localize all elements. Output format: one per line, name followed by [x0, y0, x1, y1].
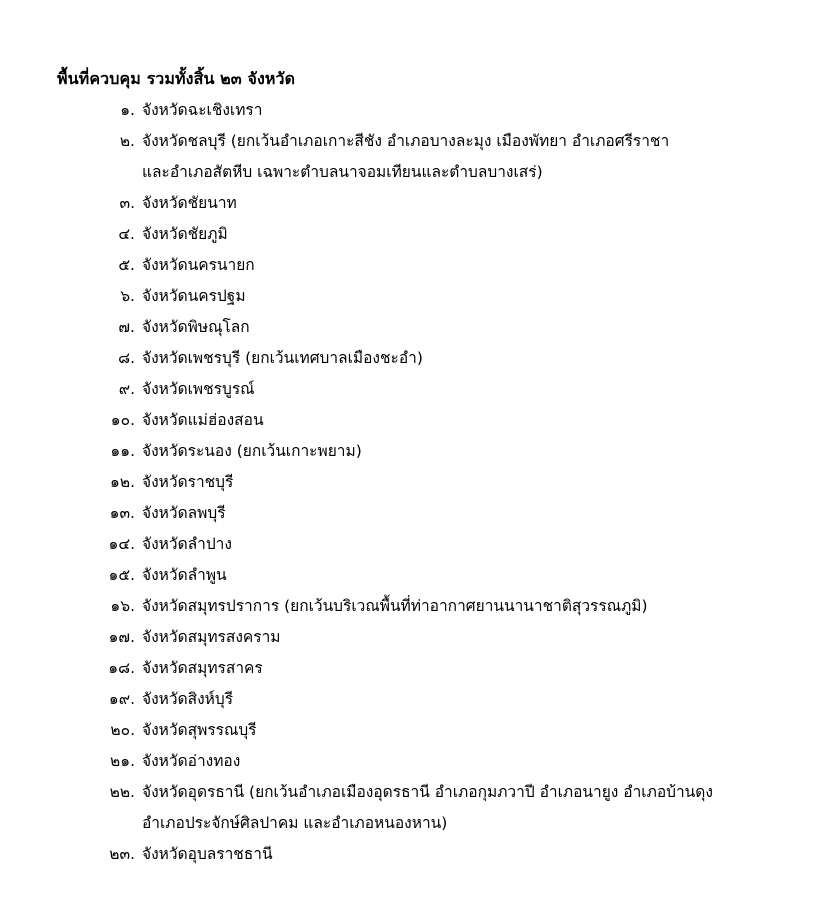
item-number: ๗.: [118, 318, 135, 336]
item-text: จังหวัดนครนายก: [142, 256, 255, 274]
item-text: จังหวัดแม่ฮ่องสอน: [142, 411, 264, 429]
list-item: [0, 374, 840, 405]
item-text: จังหวัดลำปาง: [142, 535, 232, 553]
list-item: [0, 684, 840, 715]
item-text: จังหวัดชัยนาท: [142, 194, 237, 212]
item-number: ๑๑.: [110, 442, 135, 460]
item-text: จังหวัดลพบุรี: [142, 504, 226, 522]
item-number: ๔.: [118, 225, 135, 243]
item-number: ๑๕.: [108, 566, 135, 584]
item-number: ๑๐.: [110, 411, 135, 429]
list-item: [0, 746, 840, 777]
document-title: พื้นที่ควบคุม รวมทั้งสิ้น ๒๓ จังหวัด: [57, 69, 296, 88]
item-text: จังหวัดสิงห์บุรี: [142, 690, 234, 708]
list-item: [0, 653, 840, 684]
province-list: [0, 95, 840, 870]
item-text-block: [142, 126, 669, 188]
list-item: [0, 436, 840, 467]
item-number: ๒๐.: [110, 721, 135, 739]
item-number: ๓.: [119, 194, 135, 212]
item-text: จังหวัดอ่างทอง: [142, 752, 241, 770]
item-number: ๒๑.: [110, 752, 135, 770]
item-text-block: [142, 777, 713, 839]
item-number: ๒๓.: [109, 845, 135, 863]
list-item: [0, 188, 840, 219]
list-item: [0, 622, 840, 653]
list-item: [0, 343, 840, 374]
item-text: จังหวัดลำพูน: [142, 566, 227, 584]
item-text: จังหวัดฉะเชิงเทรา: [142, 101, 263, 119]
item-text-continuation: อำเภอประจักษ์ศิลปาคม และอำเภอหนองหาน): [142, 814, 448, 832]
item-number: ๑๒.: [110, 473, 135, 491]
item-text-continuation: และอำเภอสัตหีบ เฉพาะตำบลนาจอมเทียนและตำบลบางเสร่): [142, 163, 543, 181]
item-text: จังหวัดชลบุรี (ยกเว้นอำเภอเกาะสีชัง อำเภอบางละมุง เมืองพัทยา อำเภอศรีราชา: [142, 132, 670, 150]
item-text: จังหวัดราชบุรี: [142, 473, 234, 491]
list-item: [0, 95, 840, 126]
list-item: [0, 126, 840, 188]
list-item: [0, 467, 840, 498]
list-item: [0, 250, 840, 281]
list-item: [0, 312, 840, 343]
list-item: [0, 281, 840, 312]
item-number: ๒.: [119, 132, 135, 150]
item-number: ๑๔.: [108, 535, 135, 553]
list-item: [0, 498, 840, 529]
item-text: จังหวัดเพชรบูรณ์: [142, 380, 255, 398]
item-number: ๑๖.: [110, 597, 135, 615]
list-item: [0, 777, 840, 839]
item-text: จังหวัดพิษณุโลก: [142, 318, 250, 336]
item-number: ๑.: [120, 101, 135, 119]
list-item: [0, 219, 840, 250]
item-text: จังหวัดเพชรบุรี (ยกเว้นเทศบาลเมืองชะอำ): [142, 349, 423, 367]
item-number: ๑๙.: [108, 690, 135, 708]
item-number: ๖.: [120, 287, 135, 305]
list-item: [0, 839, 840, 870]
item-number: ๘.: [118, 349, 135, 367]
item-text: จังหวัดสมุทรสาคร: [142, 659, 263, 677]
list-item: [0, 591, 840, 622]
list-item: [0, 529, 840, 560]
item-number: ๑๗.: [108, 628, 135, 646]
item-text: จังหวัดสมุทรสงคราม: [142, 628, 281, 646]
item-text: จังหวัดนครปฐม: [142, 287, 246, 305]
item-text: จังหวัดสมุทรปราการ (ยกเว้นบริเวณพื้นที่ท่าอากาศยานนานาชาติสุวรรณภูมิ): [142, 597, 648, 615]
list-item: [0, 405, 840, 436]
item-text: จังหวัดอุบลราชธานี: [142, 845, 273, 863]
item-number: ๑๓.: [109, 504, 135, 522]
list-item: [0, 715, 840, 746]
item-text: จังหวัดสุพรรณบุรี: [142, 721, 257, 739]
item-number: ๑๘.: [108, 659, 135, 677]
item-number: ๕.: [118, 256, 135, 274]
item-number: ๙.: [118, 380, 135, 398]
item-text: จังหวัดระนอง (ยกเว้นเกาะพยาม): [142, 442, 362, 460]
item-text: จังหวัดอุดรธานี (ยกเว้นอำเภอเมืองอุดรธานี อำเภอกุมภวาปี อำเภอนายูง อำเภอบ้านดุง: [142, 783, 713, 801]
item-number: ๒๒.: [109, 783, 135, 801]
list-item: [0, 560, 840, 591]
item-text: จังหวัดชัยภูมิ: [142, 225, 228, 243]
